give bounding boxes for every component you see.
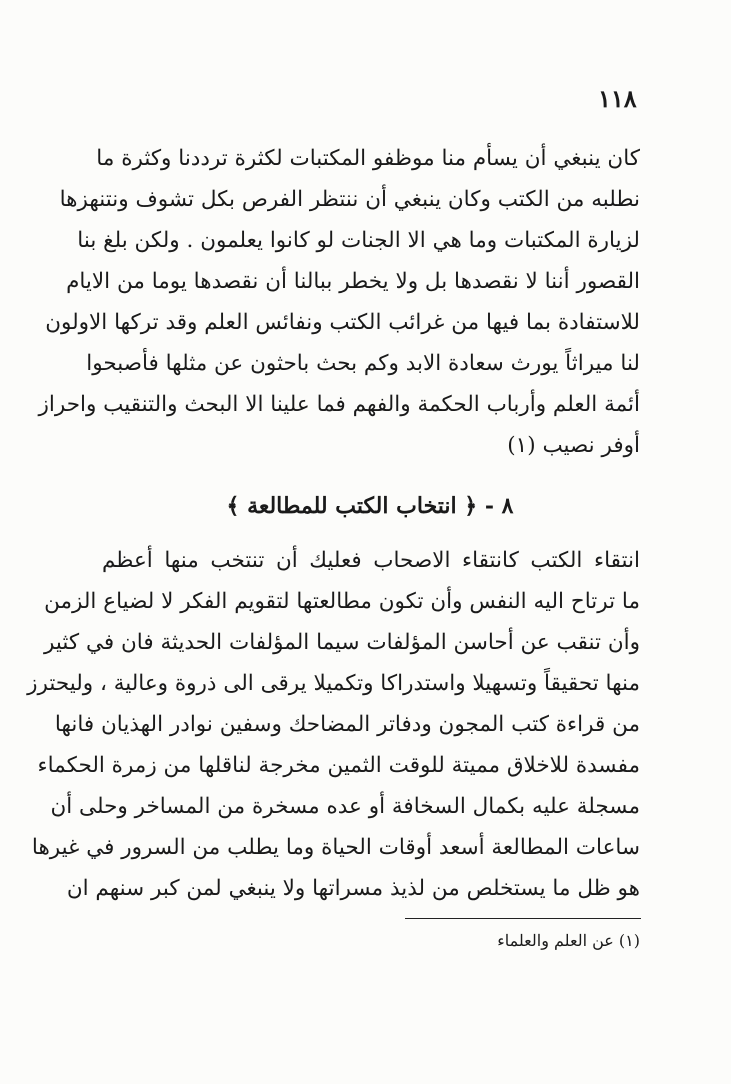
text-line: كان ينبغي أن يسأم منا موظفو المكتبات لكثرة ترددنا وكثرة ما — [96, 146, 640, 171]
page-number: ١١٨ — [598, 84, 637, 113]
text-line: من قراءة كتب المجون ودفاتر المضاحك وسفين نوادر الهذيان فانها — [54, 712, 640, 737]
paragraph-1 — [38, 138, 640, 466]
text-line: لنا ميراثاً يورث سعادة الابد وكم بحث باحثون عن مثلها فأصبحوا — [86, 351, 640, 376]
text-line: أئمة العلم وأرباب الحكمة والفهم فما علينا الا البحث والتنقيب واحراز — [38, 392, 640, 417]
footnote-divider — [405, 918, 641, 919]
text-line: منها تحقيقاً وتسهيلا واستدراكا وتكميلا يرقى الى ذروة وعالية ، وليحترز — [27, 671, 640, 696]
paragraph-2 — [27, 540, 640, 909]
text-line: ما ترتاح اليه النفس وأن تكون مطالعتها لتقويم الفكر لا لضياع الزمن — [44, 589, 640, 614]
text-line: انتقاء الكتب كانتقاء الاصحاب فعليك أن تنتخب منها أعظم — [102, 548, 640, 573]
text-line: نطلبه من الكتب وكان ينبغي أن ننتظر الفرص بكل تشوف ونتنهزها — [59, 187, 640, 212]
text-line: هو ظل ما يستخلص من لذيذ مسراتها ولا ينبغي لمن كبر سنهم ان — [66, 876, 640, 901]
text-line: وأن تنقب عن أحاسن المؤلفات سيما المؤلفات الحديثة فان في كثير — [44, 630, 640, 655]
text-line: أوفر نصيب (١) — [507, 433, 640, 458]
section-heading: ٨ - ﴿ انتخاب الكتب للمطالعة ﴾ — [226, 493, 514, 519]
text-line: مسجلة عليه بكمال السخافة أو عده مسخرة من المساخر وحلى أن — [50, 794, 640, 819]
text-line: للاستفادة بما فيها من غرائب الكتب ونفائس العلم وقد تركها الاولون — [45, 310, 640, 335]
text-line: ساعات المطالعة أسعد أوقات الحياة وما يطلب من السرور في غيرها — [31, 835, 640, 860]
text-line: القصور أننا لا نقصدها بل ولا يخطر ببالنا أن نقصدها يوما من الايام — [66, 269, 640, 294]
text-line: مفسدة للاخلاق مميتة للوقت الثمين مخرجة لناقلها من زمرة الحكماء — [37, 753, 640, 778]
footnote: (١) عن العلم والعلماء — [497, 931, 640, 950]
text-line: لزيارة المكتبات وما هي الا الجنات لو كانوا يعلمون . ولكن بلغ بنا — [77, 228, 640, 253]
